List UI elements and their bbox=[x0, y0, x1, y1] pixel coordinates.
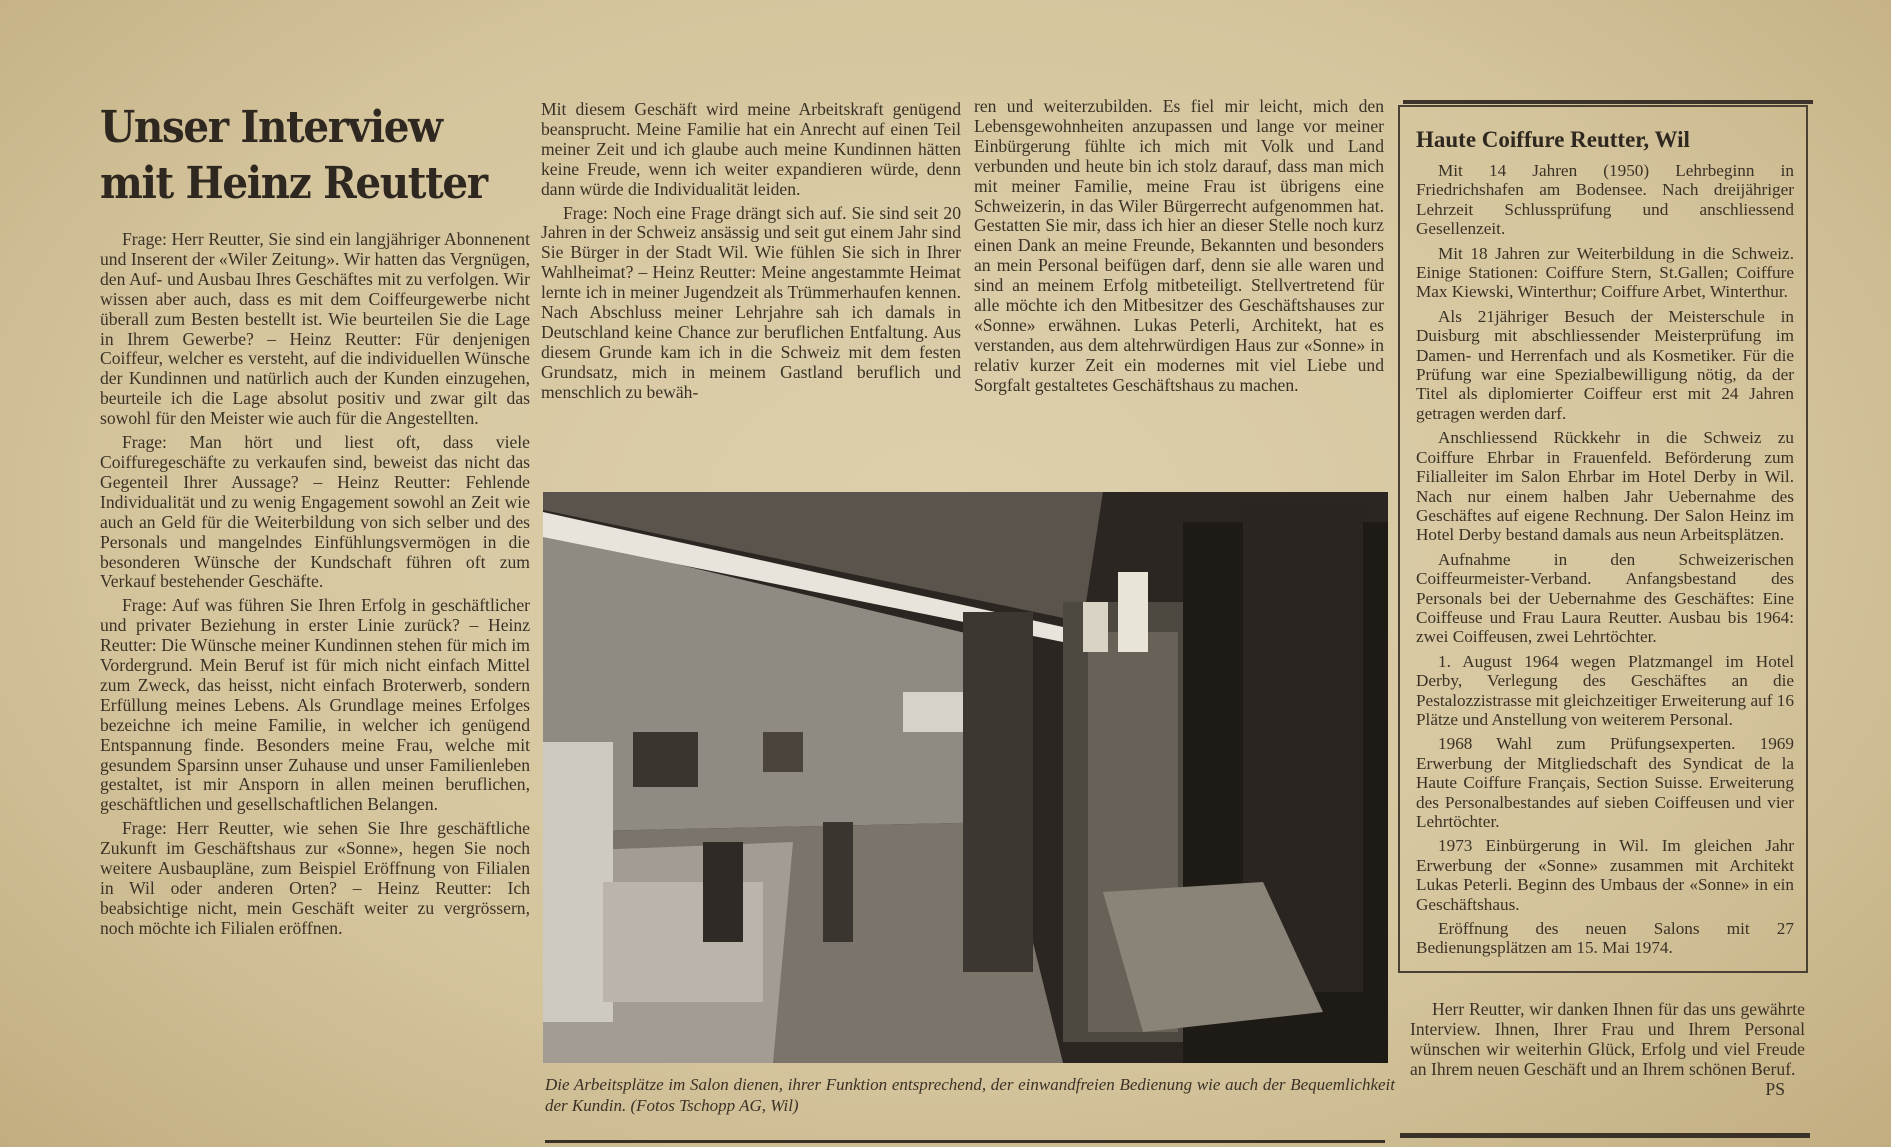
box-top-rule bbox=[1403, 100, 1813, 104]
headline: Unser Interview mit Heinz Reutter bbox=[100, 102, 487, 209]
box-paragraph: Anschliessend Rückkehr in die Schweiz zu Coiffure Ehrbar in Frauenfeld. Beförderung zum Filialleiter im Salon Ehrbar im Hotel Derby in Wil. Nach nur einem halben Jahr Uebernahme des Geschäftes auf eigene Rechnung. Der Salon Heinz im Hotel Derby bestand damals aus neun Arbeitsplätzen. bbox=[1416, 428, 1794, 545]
box-paragraph: Als 21jähriger Besuch der Meisterschule in Duisburg mit abschliessender Meisterprüfung im Damen- und Herrenfach und als Kosmetiker. Für die Prüfung war eine Spezialbewilligung nötig, da der Titel als diplomierter Coiffeur erst mit 24 Jahren getragen werden darf. bbox=[1416, 306, 1794, 423]
article-column-3 bbox=[974, 97, 1384, 400]
paragraph: Frage: Man hört und liest oft, dass viele Coiffuregeschäfte zu verkaufen sind, beweist das nicht das Gegenteil Ihrer Aussage? – Heinz Reutter: Fehlende Individualität und zu wenig Engagement sowohl an Zeit wie auch an Geld für die Weiterbildung von sich selber und des Personals und mangelndes Einfühlungsvermögen in die besonderen Wünsche der Kundschaft führen oft zum Verkauf bestehender Geschäfte. bbox=[100, 432, 530, 592]
paragraph: Frage: Herr Reutter, Sie sind ein langjähriger Abonnenent und Inserent der «Wiler Zeitung». Wir hatten das Vergnügen, den Auf- und Ausbau Ihres Geschäftes mit zu verfolgen. Wir wissen aber auch, dass es mit dem Coiffeurgewerbe nicht überall zum Besten bestellt ist. Wie beurteilen Sie die Lage in Ihrem Gewerbe? – Heinz Reutter: Für denjenigen Coiffeur, welcher es versteht, auf die individuellen Wünsche der Kundinnen und natürlich auch der Kunden einzugehen, beurteile ich die Lage absolut positiv und zwar gilt das sowohl für den Meister wie auch für die Angestellten. bbox=[100, 229, 530, 429]
salon-photo bbox=[543, 492, 1388, 1063]
box-paragraph: Mit 14 Jahren (1950) Lehrbeginn in Friedrichshafen am Bodensee. Nach dreijähriger Lehrzeit Schlussprüfung und anschliessend Gesellenzeit. bbox=[1416, 161, 1794, 239]
paragraph: Frage: Noch eine Frage drängt sich auf. Sie sind seit 20 Jahren in der Schweiz ansässig und seit gut einem Jahr sind Sie Bürger in der Stadt Wil. Wie fühlen Sie sich in Ihrer Wahlheimat? – Heinz Reutter: Meine angestammte Heimat lernte ich in meiner Jugendzeit als Trümmerhaufen kennen. Nach Abschluss meiner Lehrjahre sah ich damals in Deutschland keine Chance zur beruflichen Entfaltung. Aus diesem Grunde kam ich in die Schweiz mit dem festen Grundsatz, mich in meinem Gastland beruflich und menschlich zu bewäh- bbox=[541, 202, 961, 402]
box-paragraph: Aufnahme in den Schweizerischen Coiffeurmeister-Verband. Anfangsbestand des Personals bei der Uebernahme des Geschäftes: Eine Coiffeuse und Frau Laura Reutter. Ausbau bis 1964: zwei Coiffeusen, zwei Lehrtöchter. bbox=[1416, 549, 1794, 647]
box-paragraph: 1. August 1964 wegen Platzmangel im Hotel Derby, Verlegung des Geschäftes an die Pestalozzistrasse mit gleichzeitiger Erweiterung auf 16 Plätze und Anstellung von weiterem Personal. bbox=[1416, 651, 1794, 729]
photo-caption: Die Arbeitsplätze im Salon dienen, ihrer Funktion entsprechend, der einwandfreien Bedienung wie auch der Bequemlichkeit der Kundin. (Fotos Tschopp AG, Wil) bbox=[545, 1075, 1395, 1115]
paragraph: ren und weiterzubilden. Es fiel mir leicht, mich den Lebensgewohnheiten anzupassen und lange vor meiner Einbürgerung fühlte ich mich mit Volk und Land verbunden und heute bin ich stolz darauf, dass man mich mit meiner Familie, meine Frau ist übrigens eine Schweizerin, in das Wiler Bürgerrecht aufgenommen hat. Gestatten Sie mir, dass ich hier an dieser Stelle noch kurz einen Dank an meine Freunde, Bekannten und besonders an mein Personal beifügen darf, denn sie alle waren und sind an meinem Erfolg mitbeteiligt. Stellvertretend für alle möchte ich den Mitbesitzer des Geschäftshauses zur «Sonne» erwähnen. Lukas Peterli, Architekt, hat es verstanden, aus dem altehrwürdigen Haus zur «Sonne» in relativ kurzer Zeit ein modernes mit viel Liebe und Sorgfalt gestaltetes Geschäftshaus zu machen. bbox=[974, 96, 1384, 395]
box-paragraph: Eröffnung des neuen Salons mit 27 Bedienungsplätzen am 15. Mai 1974. bbox=[1416, 919, 1794, 958]
closing-text: Herr Reutter, wir danken Ihnen für das uns gewährte Interview. Ihnen, Ihrer Frau und Ihrem Personal wünschen wir weiterhin Glück, Erfolg und viel Freude an Ihrem neuen Geschäft und an Ihrem schönen Beruf. bbox=[1410, 999, 1805, 1079]
biography-box bbox=[1398, 105, 1808, 973]
article-column-2 bbox=[541, 100, 961, 407]
box-paragraph: 1968 Wahl zum Prüfungsexperten. 1969 Erwerbung der Mitgliedschaft des Syndicat de la Haute Coiffure Français, Section Suisse. Erweiterung des Personalbestandes auf sieben Coiffeusen und vier Lehrtöchter. bbox=[1416, 734, 1794, 831]
box-paragraph: Mit 18 Jahren zur Weiterbildung in die Schweiz. Einige Stationen: Coiffure Stern, St.Gallen; Coiffure Max Kiewski, Winterthur; Coiffure Arbet, Winterthur. bbox=[1416, 243, 1794, 302]
bottom-rule bbox=[545, 1140, 1385, 1143]
article-column-1 bbox=[100, 230, 530, 943]
box-paragraph: 1973 Einbürgerung in Wil. Im gleichen Jahr Erwerbung der «Sonne» zusammen mit Architekt Lukas Peterli. Beginn des Umbaus der «Sonne» in ein Geschäftshaus. bbox=[1416, 836, 1794, 914]
author-signature: PS bbox=[1765, 1078, 1785, 1099]
paragraph: Frage: Auf was führen Sie Ihren Erfolg in geschäftlicher und privater Beziehung in erster Linie zurück? – Heinz Reutter: Die Wünsche meiner Kundinnen stehen für mich im Vordergrund. Mein Beruf ist für mich nicht einfach Mittel zum Zweck, das heisst, nicht einfach Broterwerb, sondern Erfüllung meines Lebens. Als Grundlage meines Erfolges bezeichne ich meine Familie, in welcher ich genügend Entspannung finde. Besonders meine Frau, welche mit gesundem Sparsinn unser Zuhause und unser Familienleben gestaltet, ist mir Ansporn in allen meinen beruflichen, geschäftlichen und gesellschaftlichen Belangen. bbox=[100, 595, 530, 815]
paragraph: Mit diesem Geschäft wird meine Arbeitskraft genügend beansprucht. Meine Familie hat ein Anrecht auf einen Teil meiner Zeit und ich glaube auch meine Kundinnen hätten keine Freude, wenn ich weiter expandieren würde, denn dann würde die Individualität leiden. bbox=[541, 99, 961, 199]
paragraph: Frage: Herr Reutter, wie sehen Sie Ihre geschäftliche Zukunft im Geschäftshaus zur «Sonne», hegen Sie noch weitere Ausbaupläne, zum Beispiel Eröffnung von Filialen in Wil oder anderen Orten? – Heinz Reutter: Ich beabsichtige nicht, mein Geschäft weiter zu vergrössern, noch möchte ich Filialen eröffnen. bbox=[100, 818, 530, 938]
closing-paragraph bbox=[1410, 1000, 1805, 1100]
box-title: Haute Coiffure Reutter, Wil bbox=[1416, 127, 1690, 152]
next-box-rule bbox=[1400, 1133, 1810, 1138]
